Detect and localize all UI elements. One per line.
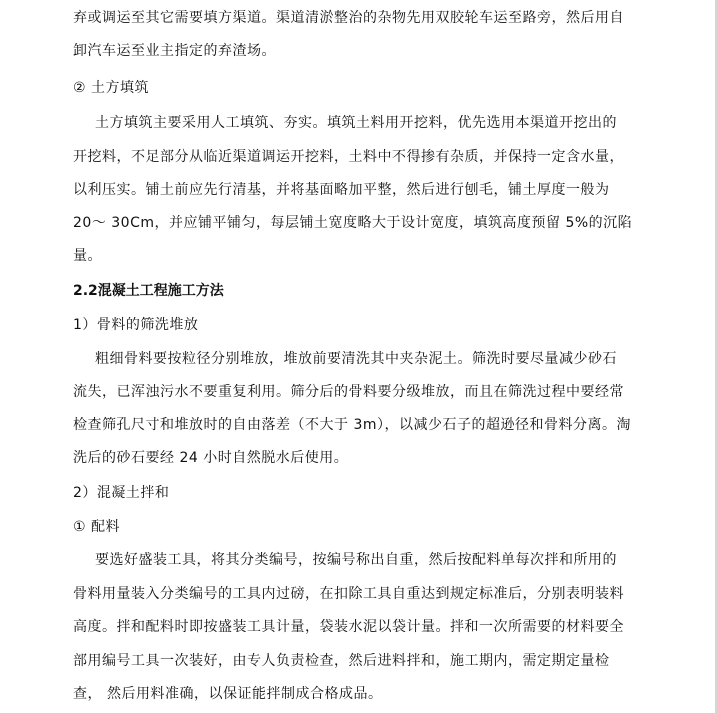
paragraph-line: 查， 然后用料准确，以保证能拌制成合格成品。 <box>73 686 383 702</box>
paragraph-line: 20～ 30Cm，并应铺平铺匀，每层铺土宽度略大于设计宽度，填筑高度预留 5%的沉陷 <box>73 215 633 231</box>
paragraph-line: 高度。拌和配料时即按盛装工具计量，袋装水泥以袋计量。拌和一次所需要的材料要全 <box>73 619 624 635</box>
paragraph-line: 弃或调运至其它需要填方渠道。渠道清淤整治的杂物先用双胶轮车运至路旁，然后用自 <box>73 10 624 26</box>
paragraph-line: 以利压实。铺土前应先行清基，并将基面略加平整，然后进行刨毛，铺土厚度一般为 <box>73 182 610 198</box>
paragraph-line: 检查筛孔尺寸和堆放时的自由落差（不大于 3m），以减少石子的超逊径和骨料分离。淘 <box>73 417 631 433</box>
sub-heading-batching: ① 配料 <box>73 519 121 535</box>
section-heading-concrete: 2.2混凝土工程施工方法 <box>73 283 224 299</box>
paragraph-line: 土方填筑主要采用人工填筑、夯实。填筑土料用开挖料，优先选用本渠道开挖出的 <box>95 115 617 131</box>
paragraph-line: 粗细骨料要按粒径分别堆放，堆放前要清洗其中夹杂泥土。筛洗时要尽量减少砂石 <box>95 351 617 367</box>
paragraph-line: 骨料用量装入分类编号的工具内过磅，在扣除工具自重达到规定标准后，分别表明装料 <box>73 586 624 602</box>
sub-heading-aggregate: 1）骨料的筛洗堆放 <box>73 317 199 333</box>
sub-heading-mixing: 2）混凝土拌和 <box>73 485 170 501</box>
paragraph-line: 卸汽车运至业主指定的弃渣场。 <box>73 43 276 59</box>
paragraph-line: 要选好盛装工具，将其分类编号，按编号称出自重，然后按配料单每次拌和所用的 <box>95 552 617 568</box>
paragraph-line: 开挖料，不足部分从临近渠道调运开挖料，土料中不得掺有杂质，并保持一定含水量， <box>73 149 624 165</box>
sub-heading-earth-filling: ② 土方填筑 <box>73 80 150 96</box>
paragraph-line: 量。 <box>73 248 102 264</box>
paragraph-line: 流失，已浑浊污水不要重复利用。筛分后的骨料要分级堆放，而且在筛洗过程中要经常 <box>73 384 624 400</box>
paragraph-line: 洗后的砂石要经 24 小时自然脱水后使用。 <box>73 450 349 466</box>
paragraph-line: 部用编号工具一次装好，由专人负责检查，然后进料拌和，施工期内，需定期定量检 <box>73 653 610 669</box>
